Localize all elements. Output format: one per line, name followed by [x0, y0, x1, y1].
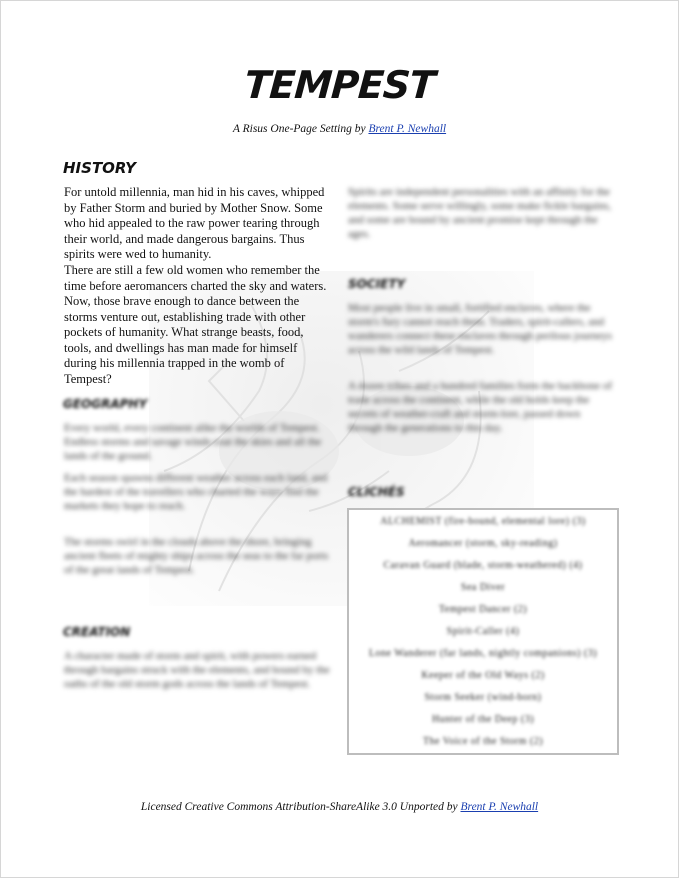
society-paragraph-1: Most people live in small, fortified enclaves, where the storm's fury cannot reach them. Traders, spirit-callers, and wanderers connect these enclaves through perilous journeys across the wild lands of Tempest.	[348, 302, 612, 356]
author-link[interactable]: Brent P. Newhall	[368, 123, 447, 135]
footer-prefix: Licensed Creative Commons Attribution-ShareAlike 3.0 Unported by	[140, 801, 461, 813]
society-paragraph-2: A dozen tribes and a hundred families form the backbone of trade across the continent, while the old holds keep the secrets of weather-craft and storm-lore, passed down through the generations to this day.	[348, 380, 612, 434]
cliches-heading: CLICHÉS	[348, 485, 405, 499]
geography-heading: GEOGRAPHY	[63, 397, 148, 411]
cliche-item: Lone Wanderer (far lands, nightly companions) (3)	[368, 648, 598, 659]
cliche-item: The Voice of the Storm (2)	[422, 736, 544, 747]
cliche-item: Storm Seeker (wind-born)	[424, 692, 542, 703]
cliche-item: Sea Diver	[460, 582, 506, 593]
cliche-item: Aeromancer (storm, sky-reading)	[408, 538, 558, 549]
society-heading: SOCIETY	[348, 277, 406, 291]
cliche-item: Caravan Guard (blade, storm-weathered) (4)	[383, 560, 583, 571]
license-footer	[1, 801, 678, 813]
cliche-item: Tempest Dancer (2)	[438, 604, 528, 615]
page-title: TEMPEST	[243, 63, 436, 107]
geography-paragraph-1: Every world, every continent alike the worlds of Tempest. Endless storms and savage winds coat the skies and all the lands of the ground.	[64, 422, 322, 462]
history-heading: HISTORY	[63, 159, 136, 177]
subtitle-prefix: A Risus One-Page Setting by	[232, 123, 369, 135]
history-paragraph-2: There are still a few old women who remember the time before aeromancers charted the sky and waters. Now, those brave enough to dance between the storms venture out, establishing trade with other pockets of humanity. What strange beasts, food, tools, and dwellings has man made for himself during his millennia trapped in the womb of Tempest?	[64, 263, 327, 386]
history-paragraph-1: For untold millennia, man hid in his caves, whipped by Father Storm and buried by Mother Snow. Some who hid appealed to the raw power tearing through their world, and made dangerous bargains. Thus spirits were wed to humanity.	[64, 185, 325, 261]
creation-paragraph: A character made of storm and spirit, with powers earned through bargains struck with the elements, and bound by the oaths of the old storm gods across the lands of Tempest.	[64, 650, 330, 690]
spirits-paragraph: Spirits are independent personalities with an affinity for the elements. Some serve willingly, some make fickle bargains, and some are bound by ancient promise kept through the ages.	[348, 186, 612, 240]
cliche-item: ALCHEMIST (fire-bound, elemental lore) (3)	[380, 516, 586, 527]
geography-paragraph-2: Each season spawns different weather across each land, and the hardest of the travellers who charted the ways find the markets they hope to reach.	[64, 472, 328, 512]
cliche-item: Spirit-Caller (4)	[446, 626, 520, 637]
cliches-box	[347, 508, 619, 755]
subtitle	[1, 123, 678, 135]
cliche-item: Keeper of the Old Ways (2)	[421, 670, 545, 681]
geography-paragraph-3: The storms swirl in the clouds above the shore, bringing ancient fleets of mighty ships across the seas to the far ports of the great lands of Tempest.	[64, 536, 329, 576]
footer-author-link[interactable]: Brent P. Newhall	[460, 801, 539, 813]
cliche-item: Hunter of the Deep (3)	[431, 714, 535, 725]
creation-heading: CREATION	[63, 625, 131, 639]
